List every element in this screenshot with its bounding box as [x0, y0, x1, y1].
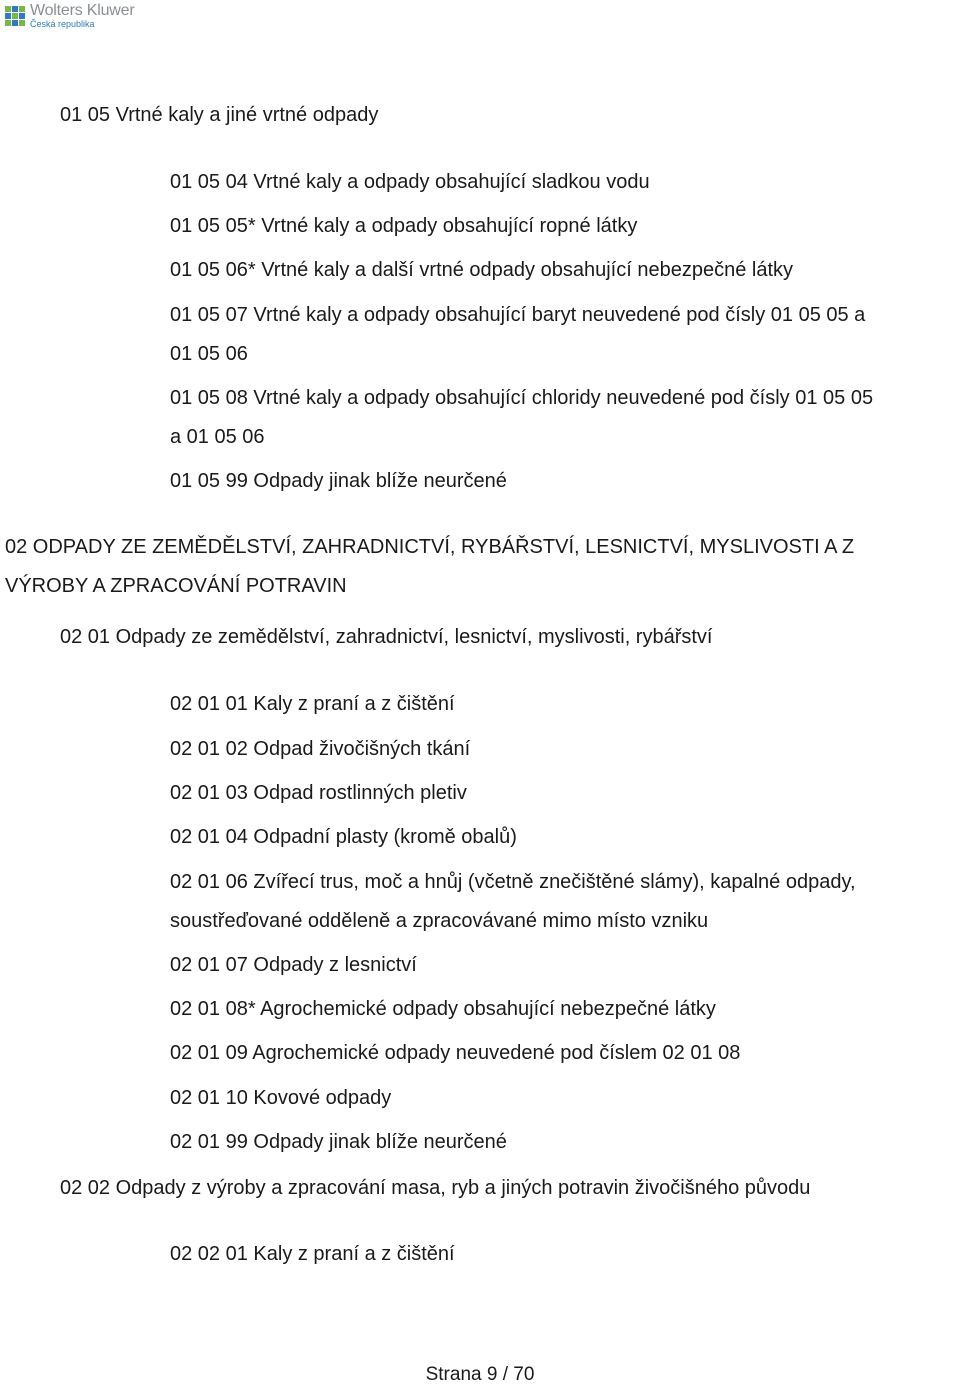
list-item-text: 01 05 07 Vrtné kaly a odpady obsahující baryt neuvedené pod čísly 01 05 05 a — [170, 304, 866, 326]
list-item: 01 05 04 Vrtné kaly a odpady obsahující sladkou vodu — [170, 171, 650, 193]
list-item: 02 01 04 Odpadní plasty (kromě obalů) — [170, 826, 517, 848]
list-item: 02 01 03 Odpad rostlinných pletiv — [170, 782, 467, 804]
list-item: 02 02 01 Kaly z praní a z čištění — [170, 1243, 455, 1265]
list-item-continuation: soustřeďované odděleně a zpracovávané mimo místo vzniku — [170, 910, 709, 932]
header-logo — [4, 3, 135, 29]
section-heading-01-05: 01 05 Vrtné kaly a jiné vrtné odpady — [60, 104, 379, 126]
list-item: 02 01 02 Odpad živočišných tkání — [170, 738, 471, 760]
logo-subtitle-text: Česká republika — [30, 19, 95, 29]
wolters-kluwer-logo-icon — [4, 5, 26, 27]
list-item: 02 01 10 Kovové odpady — [170, 1087, 392, 1109]
page-number: Strana 9 / 70 — [425, 1364, 535, 1385]
list-item: 01 05 06* Vrtné kaly a další vrtné odpady obsahující nebezpečné látky — [170, 259, 793, 281]
list-item: 02 01 07 Odpady z lesnictví — [170, 954, 417, 976]
list-item — [170, 303, 957, 327]
section-heading-02-02: 02 02 Odpady z výroby a zpracování masa, ryb a jiných potravin živočišného původu — [60, 1177, 811, 1199]
list-item: 02 01 01 Kaly z praní a z čištění — [170, 693, 455, 715]
chapter-heading-02: 02 ODPADY ZE ZEMĚDĚLSTVÍ, ZAHRADNICTVÍ, RYBÁŘSTVÍ, LESNICTVÍ, MYSLIVOSTI A Z — [5, 536, 855, 558]
list-item-continuation: a 01 05 06 — [170, 426, 265, 448]
list-item: 01 05 05* Vrtné kaly a odpady obsahující ropné látky — [170, 215, 638, 237]
list-item: 01 05 99 Odpady jinak blíže neurčené — [170, 470, 507, 492]
list-item: 02 01 08* Agrochemické odpady obsahující nebezpečné látky — [170, 998, 716, 1020]
list-item: 02 01 06 Zvířecí trus, moč a hnůj (včetně znečištěné slámy), kapalné odpady, — [170, 871, 856, 893]
section-heading-02-01: 02 01 Odpady ze zemědělství, zahradnictví, lesnictví, myslivosti, rybářství — [60, 626, 713, 648]
list-item-continuation: 01 05 06 — [170, 343, 248, 365]
list-item: 02 01 99 Odpady jinak blíže neurčené — [170, 1131, 507, 1153]
list-item: 02 01 09 Agrochemické odpady neuvedené pod číslem 02 01 08 — [170, 1042, 741, 1064]
chapter-heading-02-continuation: VÝROBY A ZPRACOVÁNÍ POTRAVIN — [5, 575, 347, 597]
list-item: 01 05 08 Vrtné kaly a odpady obsahující chloridy neuvedené pod čísly 01 05 05 — [170, 387, 874, 409]
logo-brand-text: Wolters Kluwer — [30, 2, 135, 19]
